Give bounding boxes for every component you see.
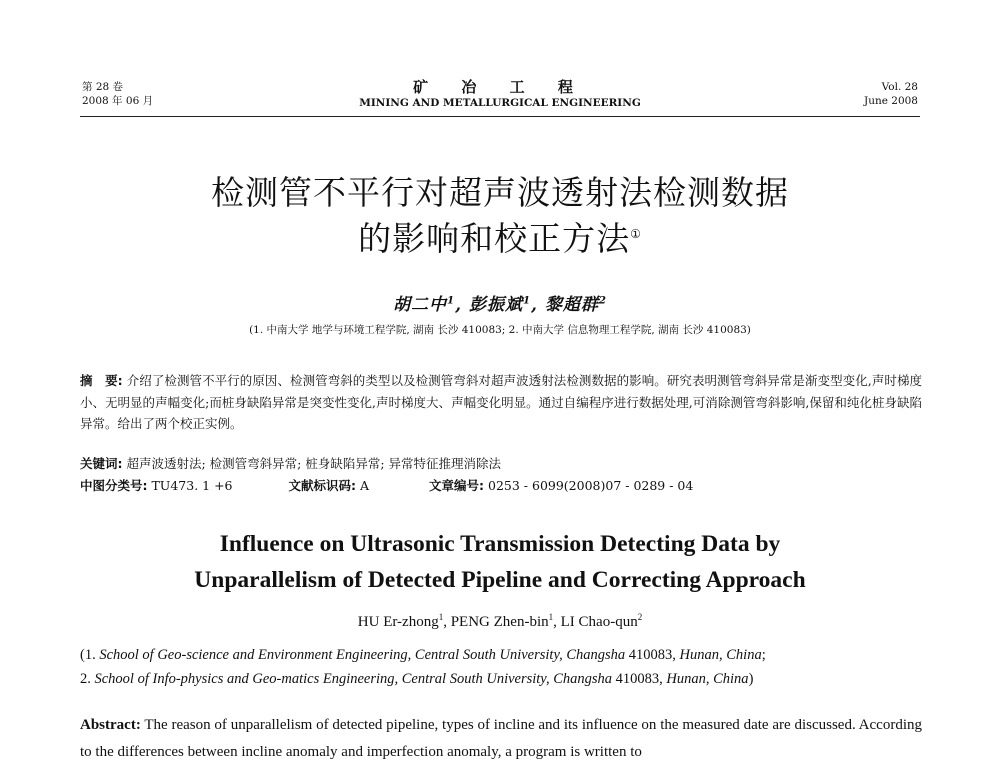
affil-en-prefix1: (1. <box>80 647 100 663</box>
paper-title-cn <box>80 170 920 262</box>
journal-name <box>330 78 670 110</box>
author-en-1-aff: 1 <box>438 612 444 622</box>
abstract-cn-label: 摘 要: <box>80 373 123 388</box>
header-volume-date-cn <box>82 80 153 108</box>
doc-code-label: 文献标识码: <box>288 478 357 493</box>
affil-en-close: ) <box>748 671 754 687</box>
authors-cn: 胡二中$^1$, 彭振斌$^1$, 黎超群$^2$ <box>393 294 607 315</box>
keywords-cn-text: 超声波透射法; 检测管弯斜异常; 桩身缺陷异常; 异常特征推理消除法 <box>122 456 502 471</box>
affiliation-en-line2 <box>80 667 940 691</box>
affil-en-region2: Hunan, China <box>666 671 749 687</box>
author-en-3-aff: 2 <box>637 612 643 622</box>
author-cn-1: 胡二中 <box>393 295 448 315</box>
keywords-cn <box>80 454 501 472</box>
header-volume-date-en <box>864 80 918 108</box>
affiliation-cn: (1. 中南大学 地学与环境工程学院, 湖南 长沙 410083; 2. 中南大学 信息物理工程学院, 湖南 长沙 410083) <box>249 324 751 336</box>
abstract-en <box>80 712 922 766</box>
abstract-en-label: Abstract: <box>80 717 141 733</box>
abstract-en-text: The reason of unparallelism of detected pipeline, types of incline and its influence on the measured date are discussed. According to the differences between incline anomaly and imperfection anomaly, a program is written to <box>80 717 922 760</box>
affil-en-sep: ; <box>761 647 766 663</box>
classification-row <box>80 476 920 494</box>
title-en-line1: Influence on Ultrasonic Transmission Detecting Data by <box>219 531 781 557</box>
author-en-1: HU Er-zhong <box>357 614 439 630</box>
author-cn-1-aff: 1 <box>447 294 456 307</box>
title-en-line2: Unparallelism of Detected Pipeline and Correcting Approach <box>194 567 806 593</box>
clc-value: TU473. 1 +6 <box>147 478 233 493</box>
affil-en-inst1: School of Geo-science and Environment Engineering, Central South University, Changsha <box>99 647 626 663</box>
journal-name-en: MINING AND METALLURGICAL ENGINEERING <box>359 97 641 109</box>
affil-en-code1: 410083, <box>625 647 680 663</box>
affil-en-code2: 410083, <box>612 671 667 687</box>
article-number-value: 0253 - 6099(2008)07 - 0289 - 04 <box>484 478 694 493</box>
author-en-2-aff: 1 <box>548 612 554 622</box>
volume-en: Vol. 28 <box>881 81 918 93</box>
keywords-cn-label: 关键词: <box>80 456 123 471</box>
abstract-cn <box>80 370 922 435</box>
author-en-3: LI Chao-qun <box>560 614 638 630</box>
title-cn-line2: 的影响和校正方法 <box>358 219 631 258</box>
author-cn-3-aff: 2 <box>598 294 607 307</box>
journal-name-cn: 矿 冶 工 程 <box>413 78 587 96</box>
paper-title-en <box>80 526 920 598</box>
abstract-cn-text: 介绍了检测管不平行的原因、检测管弯斜的类型以及检测管弯斜对超声波透射法检测数据的影响。研究表明测管弯斜异常是渐变型变化,声时梯度小、无明显的声幅变化;而桩身缺陷异常是突变性变化,声时梯度大、声幅变化明显。通过自编程序进行数据处理,可消除测管弯斜影响,保留和纯化桩身缺陷异常。给出了两个校正实例。 <box>80 373 923 431</box>
affil-en-inst2: School of Info-physics and Geo-matics Engineering, Central South University, Changsha <box>94 671 613 687</box>
volume-cn: 第 28 卷 <box>82 81 124 93</box>
footnote-mark: ① <box>630 227 642 241</box>
affil-en-region1: Hunan, China <box>679 647 762 663</box>
author-cn-2: 彭振斌 <box>468 295 523 315</box>
authors-en: HU Er-zhong$^1$, PENG Zhen-bin$^1$, LI Chao-qun$^2$ <box>357 612 643 630</box>
article-number-label: 文章编号: <box>429 478 485 493</box>
affiliation-en-line1 <box>80 643 940 667</box>
header-divider <box>80 116 920 117</box>
doc-code-value: A <box>356 478 370 493</box>
affil-en-prefix2: 2. <box>80 671 95 687</box>
clc-label: 中图分类号: <box>80 478 148 493</box>
date-cn: 2008 年 06 月 <box>82 95 154 107</box>
title-cn-line1: 检测管不平行对超声波透射法检测数据 <box>211 173 789 212</box>
author-cn-2-aff: 1 <box>522 294 532 307</box>
author-cn-3: 黎超群 <box>544 295 599 315</box>
author-en-2: PENG Zhen-bin <box>450 614 549 630</box>
date-en: June 2008 <box>863 95 918 107</box>
affiliation-en <box>80 643 940 691</box>
title-cn-line2-wrap <box>80 216 920 262</box>
